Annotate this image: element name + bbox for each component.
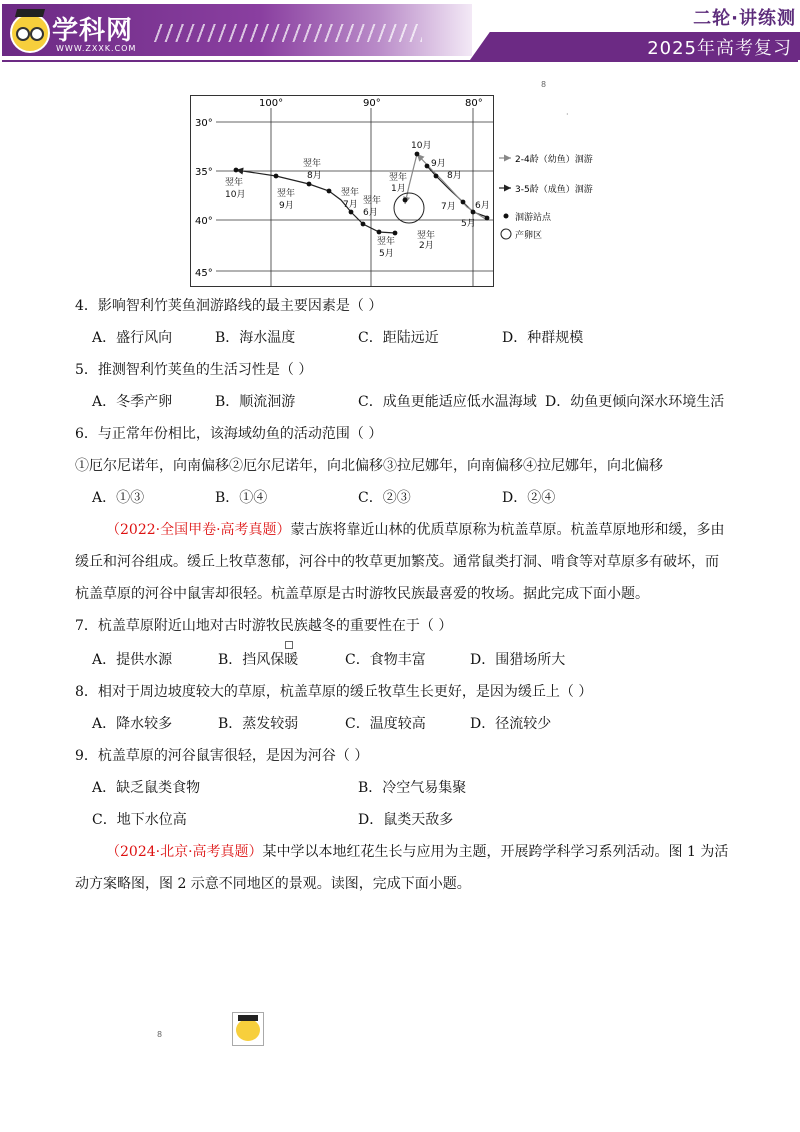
map-label: 8月 <box>307 171 322 181</box>
map-label: 10月 <box>411 141 432 151</box>
option[interactable]: B．海水温度 <box>215 330 296 346</box>
option[interactable]: D．鼠类天敌多 <box>358 812 454 828</box>
question-6-statements: ①厄尔尼诺年，向南偏移②厄尔尼诺年，向北偏移③拉尼娜年，向南偏移④拉尼娜年，向北偏移 <box>75 458 663 474</box>
map-label: 7月 <box>343 200 358 210</box>
option[interactable]: B．①④ <box>215 490 268 506</box>
option[interactable]: A．冬季产卵 <box>92 394 173 410</box>
source-tag: （2022·全国甲卷·高考真题） <box>106 522 291 538</box>
small-dot: · <box>566 110 569 119</box>
migration-map <box>190 95 494 287</box>
map-label: 翌年 <box>277 189 296 199</box>
map-label: 5月 <box>461 219 476 229</box>
map-label: 8月 <box>447 171 462 181</box>
option[interactable]: A．缺乏鼠类食物 <box>92 780 201 796</box>
legend-spawn: 产卵区 <box>515 231 543 241</box>
question-9: 9．杭盖草原的河谷鼠害很轻，是因为河谷（ ） <box>75 748 369 764</box>
map-label: 翌年 <box>341 188 360 198</box>
lat-label: 45° <box>195 268 213 279</box>
option[interactable]: A．盛行风向 <box>92 330 173 346</box>
passage-1-line-1: （2022·全国甲卷·高考真题）蒙古族将靠近山林的优质草原称为杭盖草原。杭盖草原地形和缓，多由 <box>106 522 725 538</box>
option[interactable]: A．提供水源 <box>92 652 173 668</box>
map-label: 翌年 <box>225 178 244 188</box>
passage-1-line-3: 杭盖草原的河谷中鼠害却很轻。杭盖草原是古时游牧民族最喜爱的牧场。据此完成下面小题。 <box>75 586 649 602</box>
map-label: 翌年 <box>417 231 436 241</box>
question-7: 7．杭盖草原附近山地对古时游牧民族越冬的重要性在于（ ） <box>75 618 453 634</box>
lon-label: 100° <box>259 98 284 109</box>
migration-map-svg <box>191 96 493 286</box>
legend-svg <box>497 152 617 242</box>
small-square-mark <box>285 641 293 649</box>
map-legend <box>497 152 617 242</box>
map-label: 9月 <box>431 159 446 169</box>
option[interactable]: B．挡风保暖 <box>218 652 299 668</box>
small-mark: 8 <box>157 1030 163 1039</box>
map-label: 翌年 <box>389 173 408 183</box>
question-5: 5．推测智利竹荚鱼的生活习性是（ ） <box>75 362 313 378</box>
source-tag: （2024·北京·高考真题） <box>106 844 263 860</box>
option[interactable]: B．冷空气易集聚 <box>358 780 467 796</box>
map-label: 9月 <box>279 201 294 211</box>
logo-url: WWW.ZXXK.COM <box>56 44 137 53</box>
option[interactable]: C．温度较高 <box>345 716 426 732</box>
lat-label: 30° <box>195 118 213 129</box>
option[interactable]: C．②③ <box>358 490 411 506</box>
option[interactable]: D．②④ <box>502 490 556 506</box>
lon-label: 90° <box>363 98 381 109</box>
map-label: 翌年 <box>303 159 322 169</box>
option[interactable]: A．①③ <box>92 490 145 506</box>
map-label: 5月 <box>379 249 394 259</box>
map-label: 1月 <box>391 184 406 194</box>
series-title: 二轮·讲练测 <box>693 8 796 29</box>
option[interactable]: D．幼鱼更倾向深水环境生活 <box>545 394 725 410</box>
option[interactable]: B．顺流洄游 <box>215 394 296 410</box>
passage-2-line-1: （2024·北京·高考真题）某中学以本地红花生长与应用为主题，开展跨学科学习系列活动。图 1 为活 <box>106 844 729 860</box>
mascot-icon <box>232 1012 264 1046</box>
map-label: 2月 <box>419 241 434 251</box>
option[interactable]: D．种群规模 <box>502 330 584 346</box>
option[interactable]: D．围猎场所大 <box>470 652 566 668</box>
map-label: 10月 <box>225 190 246 200</box>
legend-station: 洄游站点 <box>515 213 552 223</box>
lat-label: 40° <box>195 216 213 227</box>
passage-2-line-2: 动方案略图，图 2 示意不同地区的景观。读图，完成下面小题。 <box>75 876 471 892</box>
question-6: 6．与正常年份相比，该海域幼鱼的活动范围（ ） <box>75 426 383 442</box>
map-label: 翌年 <box>363 196 382 206</box>
option[interactable]: A．降水较多 <box>92 716 173 732</box>
header-divider <box>2 60 798 62</box>
logo-band <box>2 4 472 56</box>
legend-young: 2-4龄（幼鱼）洄游 <box>515 155 593 165</box>
option[interactable]: B．蒸发较弱 <box>218 716 299 732</box>
legend-adult: 3-5龄（成鱼）洄游 <box>515 185 593 195</box>
page-header <box>0 0 800 62</box>
option[interactable]: C．地下水位高 <box>92 812 187 828</box>
map-label: 翌年 <box>377 237 396 247</box>
option[interactable]: D．径流较少 <box>470 716 552 732</box>
year-label: 2025年高考复习 <box>647 38 792 59</box>
map-label: 6月 <box>363 208 378 218</box>
map-label: 7月 <box>441 202 456 212</box>
lat-label: 35° <box>195 167 213 178</box>
lon-label: 80° <box>465 98 483 109</box>
option[interactable]: C．食物丰富 <box>345 652 426 668</box>
decorative-slashes <box>152 24 422 42</box>
logo-text: 学科网 <box>52 16 134 46</box>
map-label: 6月 <box>475 201 490 211</box>
question-8: 8．相对于周边坡度较大的草原，杭盖草原的缓丘牧草生长更好，是因为缓丘上（ ） <box>75 684 593 700</box>
option[interactable]: C．距陆远近 <box>358 330 439 346</box>
option[interactable]: C．成鱼更能适应低水温海域 <box>358 394 537 410</box>
question-4: 4．影响智利竹荚鱼洄游路线的最主要因素是（ ） <box>75 298 383 314</box>
passage-1-line-2: 缓丘和河谷组成。缓丘上牧草葱郁，河谷中的牧草更加繁茂。通常鼠类打洞、啃食等对草原多有破坏，而 <box>75 554 719 570</box>
small-mark: 8 <box>541 80 547 89</box>
mascot-icon <box>10 13 50 53</box>
